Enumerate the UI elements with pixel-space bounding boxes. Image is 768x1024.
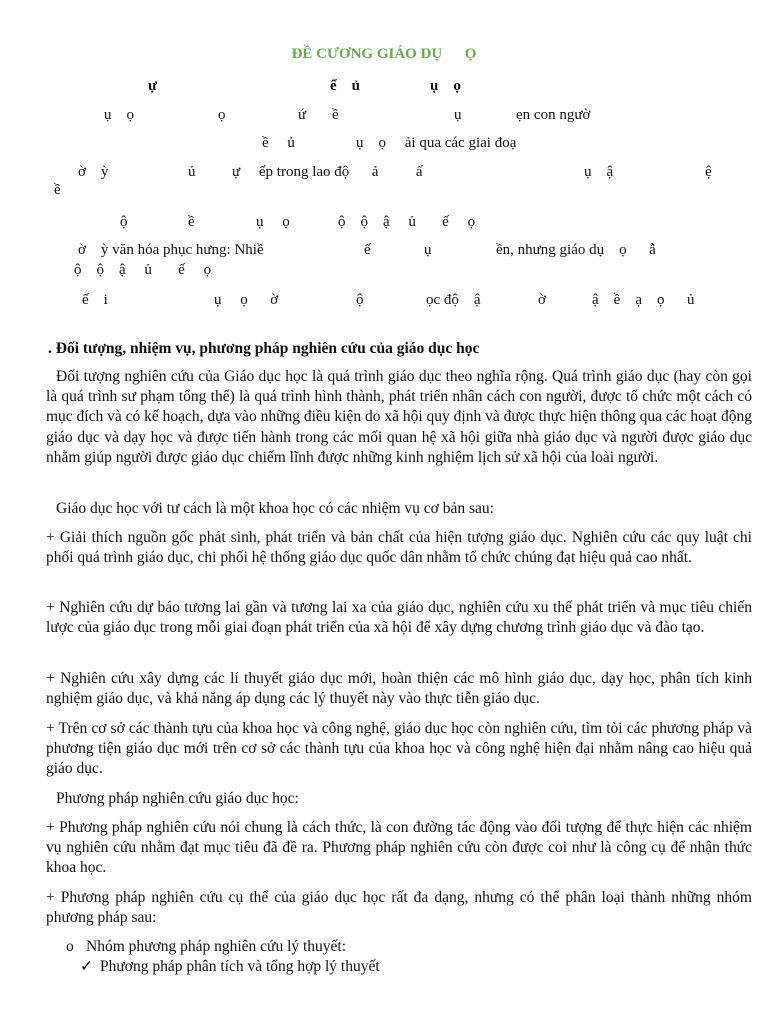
intro-fragment: ụ ọ ải qua các giai đoạ [356,135,517,151]
paragraph-task-3: + Nghiên cứu xây dựng các lí thuyết giáo dục mới, hoàn thiện các mô hình giáo dục, dạy học, phân tích kinh nghiệm giáo dục, và khả năng áp dụng các lý thuyết này vào thực tiễn giáo dục. [46,670,752,708]
intro-fragment: ờ ỳ văn hóa phục hưng: Nhiề [78,242,264,258]
intro-fragment: ề [54,182,61,198]
circle-bullet-icon: o [66,938,74,955]
checkmark-bullet-icon: ✓ [80,958,93,975]
intro-fragment: ọc độ ậ [426,292,481,308]
intro-fragment: ự [148,78,158,94]
intro-fragment: ụ [454,107,462,123]
intro-fragment: ọ [218,107,226,123]
intro-fragment: ế i [82,292,108,308]
intro-fragment: ộ ộ ậ ủ ế ọ [338,214,476,230]
intro-fragment: ụ ậ [584,164,614,180]
intro-fragment: ề [332,107,339,123]
intro-fragment: ề [188,214,195,230]
intro-fragment: ụ ọ [104,107,134,123]
intro-fragment: ệ [705,164,712,180]
intro-fragment: ế [364,242,371,258]
intro-fragment: ụ ọ [256,214,290,230]
intro-fragment: ụ [424,242,432,258]
intro-fragment: ờ [538,292,546,308]
paragraph-object-of-study: Đối tượng nghiên cứu của Giáo dục học là quá trình giáo dục theo nghĩa rộng. Quá trình giáo dục (hay còn gọi là quá trình sư phạm tổng thể) là quá trình hình thành, phát triển nhân cách con người, được tổ chức một cách có mục đích và có kế hoạch, dựa vào những điều kiện do xã hội quy định và được thực hiện thông qua các hoạt động giáo dục và dạy học và được tiến hành trong các mối quan hệ xã hội giữa nhà giáo dục và người được giáo dục nhằm giúp người được giáo dục chiếm lĩnh được những kinh nghiệm lịch sử xã hội của loài người. [46,368,752,466]
section-heading: . Đối tượng, nhiệm vụ, phương pháp nghiên cứu của giáo dục học [48,340,480,357]
intro-fragment: ộ [120,214,128,230]
intro-fragment: ộ [356,292,364,308]
paragraph-methods-intro: Phương pháp nghiên cứu giáo dục học: [56,790,299,807]
list-item [80,957,380,977]
list-item-text: Nhóm phương pháp nghiên cứu lý thuyết: [86,938,347,955]
paragraph-method-specific: + Phương pháp nghiên cứu cụ thể của giáo dục học rất đa dạng, nhưng có thể phân loại thành những nhóm phương pháp sau: [46,889,752,927]
intro-fragment: ủ [188,164,196,180]
intro-fragment: ự ếp trong lao độ ả ấ [232,164,423,180]
intro-fragment: ụ ọ ờ [214,292,279,308]
document-title: ĐỀ CƯƠNG GIÁO DỤ Ọ [291,46,477,62]
intro-fragment: ậ ề ạ ọ ủ [592,292,695,308]
intro-fragment: ờ ỳ [78,164,109,180]
paragraph-task-4: + Trên cơ sở các thành tựu của khoa học và công nghệ, giáo dục học còn nghiên cứu, tìm tòi các phương pháp và phương tiện giáo dục mới trên cơ sở các thành tựu của khoa học và công nghệ hiện đại nhằm nâng cao hiệu quả giáo dục. [46,720,752,778]
intro-fragment: ền, nhưng giáo dụ ọ ẫ [496,242,656,258]
intro-fragment: ứ [298,107,307,123]
paragraph-method-general: + Phương pháp nghiên cứu nói chung là cách thức, là con đường tác động vào đối tượng để thực hiện các nhiệm vụ nghiên cứu nhằm đạt mục tiêu đã đề ra. Phương pháp nghiên cứu còn được coi như là công cụ để nhận thức khoa học. [46,819,752,877]
intro-fragment: ộ ộ ậ ủ ế ọ [74,262,212,278]
paragraph-task-2: + Nghiên cứu dự báo tương lai gần và tương lai xa của giáo dục, nghiên cứu xu thế phát triển và mục tiêu chiến lược của giáo dục trong mỗi giai đoạn phát triển của xã hội để xây dựng chương trình giáo dục và đào tạo. [46,599,752,637]
list-item-text: Phương pháp phân tích và tổng hợp lý thuyết [100,958,380,975]
paragraph-tasks-intro: Giáo dục học với tư cách là một khoa học có các nhiệm vụ cơ bản sau: [56,500,494,517]
intro-fragment: ụ ọ [430,78,461,94]
intro-fragment: ẹn con ngườ [516,107,591,123]
list-item [66,937,346,957]
intro-fragment: ề ủ [262,135,295,151]
intro-fragment: ể ủ [330,78,360,94]
paragraph-task-1: + Giải thích nguồn gốc phát sinh, phát triển và bản chất của hiện tượng giáo dục. Nghiên cứu các quy luật chi phối quá trình giáo dục, chi phối hệ thống giáo dục quốc dân nhằm tổ chức chúng đạt hiệu quả cao nhất. [46,529,752,567]
